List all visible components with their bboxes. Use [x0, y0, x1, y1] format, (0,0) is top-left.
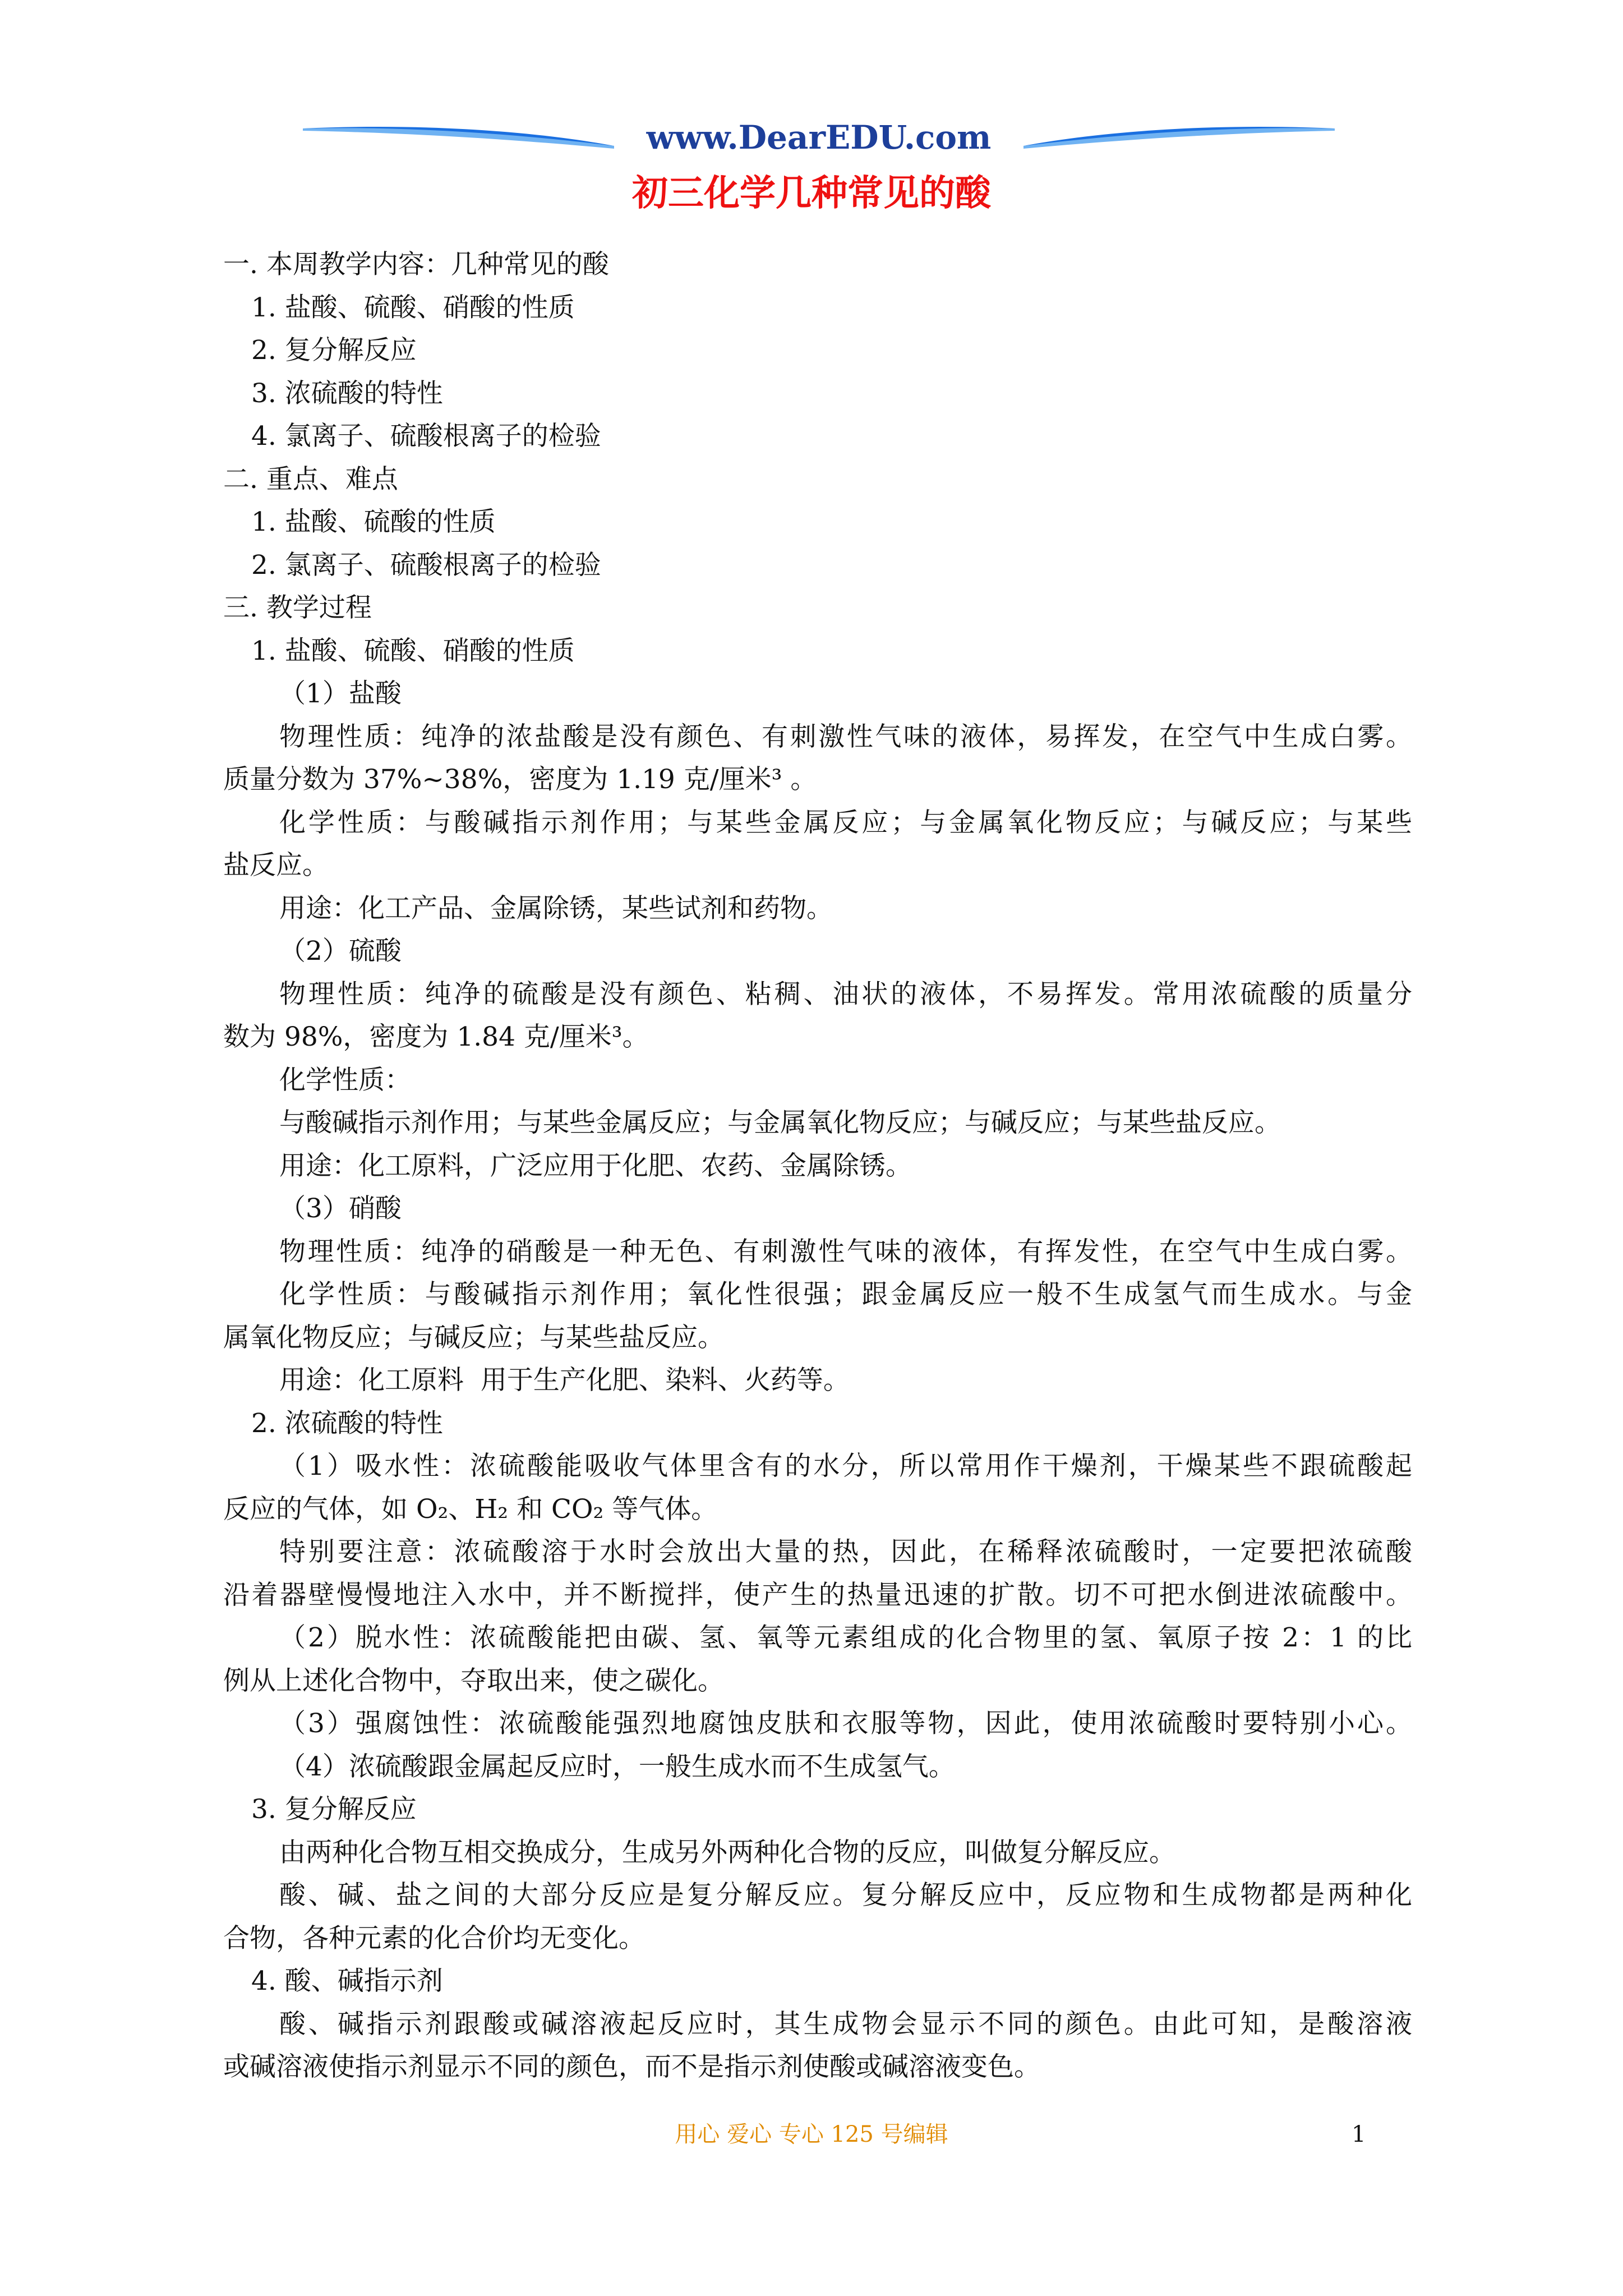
body-line: 三. 教学过程 [223, 592, 372, 623]
body-line: 酸、碱、盐之间的大部分反应是复分解反应。复分解反应中，反应物和生成物都是两种化 [279, 1880, 1412, 1911]
body-line: 化学性质： [279, 1064, 411, 1096]
body-line: 物理性质：纯净的浓盐酸是没有颜色、有刺激性气味的液体，易挥发，在空气中生成白雾。 [279, 721, 1412, 752]
body-line: （3）硝酸 [279, 1193, 402, 1224]
body-line: 属氧化物反应；与碱反应；与某些盐反应。 [223, 1322, 724, 1353]
body-line: 3. 复分解反应 [251, 1794, 417, 1825]
body-line: 2. 氯离子、硫酸根离子的检验 [251, 549, 601, 581]
body-line: 1. 盐酸、硫酸、硝酸的性质 [251, 292, 575, 323]
document-body [223, 243, 1412, 2089]
body-line: 4. 氯离子、硫酸根离子的检验 [251, 421, 601, 452]
body-line: 质量分数为 37%~38%，密度为 1.19 克/厘米³ 。 [223, 764, 817, 795]
body-line: （4）浓硫酸跟金属起反应时，一般生成水而不生成氢气。 [279, 1751, 955, 1782]
body-line: 1. 盐酸、硫酸、硝酸的性质 [251, 635, 575, 666]
body-line: 一. 本周教学内容：几种常见的酸 [223, 249, 609, 280]
body-line: 酸、碱指示剂跟酸或碱溶液起反应时，其生成物会显示不同的颜色。由此可知，是酸溶液 [279, 2008, 1412, 2040]
body-line: （1）吸水性：浓硫酸能吸收气体里含有的水分，所以常用作干燥剂，干燥某些不跟硫酸起 [279, 1451, 1412, 1481]
body-line: 化学性质：与酸碱指示剂作用；与某些金属反应；与金属氧化物反应；与碱反应；与某些 [279, 807, 1412, 838]
body-line: 2. 浓硫酸的特性 [251, 1407, 443, 1439]
body-line: 4. 酸、碱指示剂 [251, 1966, 443, 1996]
body-line: 沿着器壁慢慢地注入水中，并不断搅拌，使产生的热量迅速的扩散。切不可把水倒进浓硫酸中。 [223, 1579, 1412, 1611]
body-line: （1）盐酸 [279, 678, 402, 709]
site-name[interactable]: www.DearEDU.com [646, 118, 992, 157]
body-line: 盐反应。 [223, 850, 329, 881]
body-line: 物理性质：纯净的硝酸是一种无色、有刺激性气味的液体，有挥发性，在空气中生成白雾。 [279, 1236, 1412, 1267]
body-line: （2）硫酸 [279, 936, 402, 967]
site-banner [303, 115, 1335, 160]
body-line: 合物，各种元素的化合价均无变化。 [223, 1922, 645, 1954]
body-line: 二. 重点、难点 [223, 463, 398, 495]
body-line: 特别要注意：浓硫酸溶于水时会放出大量的热，因此，在稀释浓硫酸时，一定要把浓硫酸 [279, 1536, 1412, 1567]
page-footer [0, 2118, 1623, 2151]
body-line: 3. 浓硫酸的特性 [251, 378, 443, 409]
body-line: 2. 复分解反应 [251, 335, 417, 366]
body-line: 或碱溶液使指示剂显示不同的颜色，而不是指示剂使酸或碱溶液变色。 [223, 2051, 1040, 2082]
body-line: 化学性质：与酸碱指示剂作用；氧化性很强；跟金属反应一般不生成氢气而生成水。与金 [279, 1279, 1412, 1310]
body-line: （2）脱水性：浓硫酸能把由碳、氢、氧等元素组成的化合物里的氢、氧原子按 2：1 的比 [279, 1622, 1412, 1653]
footer-credit: 用心 爱心 专心 125 号编辑 [675, 2122, 948, 2147]
document-title: 初三化学几种常见的酸 [632, 172, 991, 214]
body-line: 用途：化工产品、金属除锈，某些试剂和药物。 [279, 892, 833, 924]
body-line: 反应的气体，如 O₂、H₂ 和 CO₂ 等气体。 [223, 1493, 718, 1525]
body-line: 与酸碱指示剂作用；与某些金属反应；与金属氧化物反应；与碱反应；与某些盐反应。 [279, 1107, 1281, 1138]
page-number: 1 [1352, 2122, 1366, 2147]
body-line: 用途：化工原料 用于生产化肥、染料、火药等。 [279, 1365, 850, 1396]
body-line: 由两种化合物互相交换成分，生成另外两种化合物的反应，叫做复分解反应。 [279, 1837, 1175, 1868]
body-line: 1. 盐酸、硫酸的性质 [251, 507, 496, 537]
body-line: 用途：化工原料，广泛应用于化肥、农药、金属除锈。 [279, 1150, 912, 1181]
body-line: 数为 98%，密度为 1.84 克/厘米³。 [223, 1022, 649, 1052]
body-line: 例从上述化合物中，夺取出来，使之碳化。 [223, 1665, 724, 1696]
body-line: （3）强腐蚀性：浓硫酸能强烈地腐蚀皮肤和衣服等物，因此，使用浓硫酸时要特别小心。 [279, 1708, 1412, 1739]
body-line: 物理性质：纯净的硫酸是没有颜色、粘稠、油状的液体，不易挥发。常用浓硫酸的质量分 [279, 978, 1412, 1010]
